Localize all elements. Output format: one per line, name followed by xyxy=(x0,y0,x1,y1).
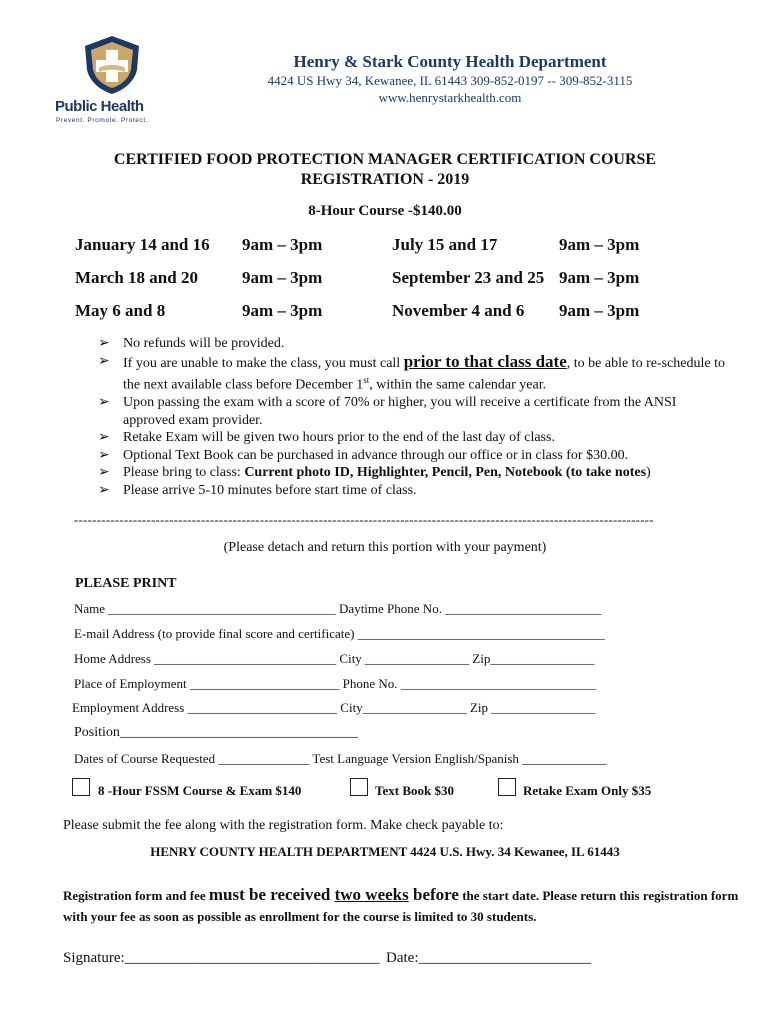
schedule-date: November 4 and 6 xyxy=(392,301,525,320)
retake-exam-label: Retake Exam Only $35 xyxy=(523,783,652,798)
title-line-1: CERTIFIED FOOD PROTECTION MANAGER CERTIFICATION COURSE xyxy=(113,151,657,168)
arrow-bullet-icon: ➢ xyxy=(98,336,110,351)
rule-item: ➢ Optional Text Book can be purchased in advance through our office or in class for $30.00. xyxy=(98,447,629,463)
schedule-time: 9am – 3pm xyxy=(242,235,323,254)
schedule-date: September 23 and 25 xyxy=(392,268,545,287)
email-field[interactable]: E-mail Address (to provide final score and certificate) ______________________________________ xyxy=(74,626,605,641)
text-book-label: Text Book $30 xyxy=(375,783,454,798)
course-price: 8-Hour Course -$140.00 xyxy=(308,203,462,219)
course-rules-list xyxy=(98,335,728,499)
shield-cross-icon xyxy=(81,34,143,96)
schedule-time: 9am – 3pm xyxy=(559,301,640,320)
submit-note: Please submit the fee along with the registration form. Make check payable to: xyxy=(63,818,504,833)
public-health-logo xyxy=(55,34,170,129)
rule-item: ➢ Please arrive 5-10 minutes before start time of class. xyxy=(98,482,417,498)
arrow-bullet-icon: ➢ xyxy=(98,430,110,446)
schedule-date: March 18 and 20 xyxy=(75,268,198,287)
date-field[interactable]: Date:_______________________ xyxy=(386,950,591,966)
name-phone-field[interactable]: Name ___________________________________ Daytime Phone No. ________________________ xyxy=(74,601,602,616)
course-dates-language-field[interactable]: Dates of Course Requested ______________ Test Language Version English/Spanish _____________ xyxy=(74,751,607,766)
rule-item: ➢ Upon passing the exam with a score of 70% or higher, you will receive a certificate from the ANSI approved exam provider. xyxy=(98,395,677,428)
registration-deadline-note: Registration form and fee must be received two weeks before the start date. Please return this registration form with your fee as soon as possible as enrollment for the course is limited to 30 students. xyxy=(63,885,739,924)
logo-name: Public Health xyxy=(55,98,144,115)
text-book-checkbox[interactable] xyxy=(350,778,368,796)
cut-line: -------------------------------------------------------------------------------------------------------------------------------- xyxy=(74,512,654,527)
rule-item: ➢ If you are unable to make the class, you must call prior to that class date, to be able to re-schedule to the next available class before December 1st, within the same calendar year. xyxy=(98,351,725,393)
document-title xyxy=(0,150,770,190)
employment-place-field[interactable]: Place of Employment _______________________ Phone No. ______________________________ xyxy=(74,676,596,691)
detach-note: (Please detach and return this portion with your payment) xyxy=(223,540,547,555)
position-field[interactable]: Position__________________________________ xyxy=(74,725,358,740)
course-exam-checkbox[interactable] xyxy=(72,778,90,796)
arrow-bullet-icon: ➢ xyxy=(98,353,110,369)
course-exam-label: 8 -Hour FSSM Course & Exam $140 xyxy=(98,783,302,798)
schedule-time: 9am – 3pm xyxy=(559,235,640,254)
organization-name: Henry & Stark County Health Department xyxy=(293,52,607,71)
retake-exam-checkbox[interactable] xyxy=(498,778,516,796)
rule-item: ➢ Retake Exam will be given two hours prior to the end of the last day of class. xyxy=(98,430,555,446)
arrow-bullet-icon: ➢ xyxy=(98,465,110,481)
logo-tagline: Prevent. Promote. Protect. xyxy=(56,117,149,124)
schedule-time: 9am – 3pm xyxy=(242,301,323,320)
home-address-field[interactable]: Home Address ____________________________ City ________________ Zip________________ xyxy=(74,651,595,666)
signature-field[interactable]: Signature:__________________________________ xyxy=(63,950,380,966)
schedule-time: 9am – 3pm xyxy=(242,268,323,287)
schedule-date: May 6 and 8 xyxy=(75,301,166,320)
payee-address: HENRY COUNTY HEALTH DEPARTMENT 4424 U.S. Hwy. 34 Kewanee, IL 61443 xyxy=(150,844,620,859)
schedule-time: 9am – 3pm xyxy=(559,268,640,287)
schedule-date: July 15 and 17 xyxy=(392,235,498,254)
employment-address-field[interactable]: Employment Address _______________________ City________________ Zip ________________ xyxy=(72,700,596,715)
title-line-2: REGISTRATION - 2019 xyxy=(300,171,470,188)
organization-address: 4424 US Hwy 34, Kewanee, IL 61443 309-852-0197 -- 309-852-3115 xyxy=(267,73,633,88)
emphasis-text: prior to that class date xyxy=(403,351,567,371)
rule-item: ➢ No refunds will be provided. xyxy=(98,336,285,351)
organization-website: www.henrystarkhealth.com xyxy=(378,90,522,105)
rule-item: ➢ Please bring to class: Current photo ID, Highlighter, Pencil, Pen, Notebook (to take notes) xyxy=(98,465,651,481)
form-heading: PLEASE PRINT xyxy=(75,576,177,591)
arrow-bullet-icon: ➢ xyxy=(98,447,110,463)
arrow-bullet-icon: ➢ xyxy=(98,395,110,411)
arrow-bullet-icon: ➢ xyxy=(98,482,110,498)
schedule-date: January 14 and 16 xyxy=(75,235,210,254)
